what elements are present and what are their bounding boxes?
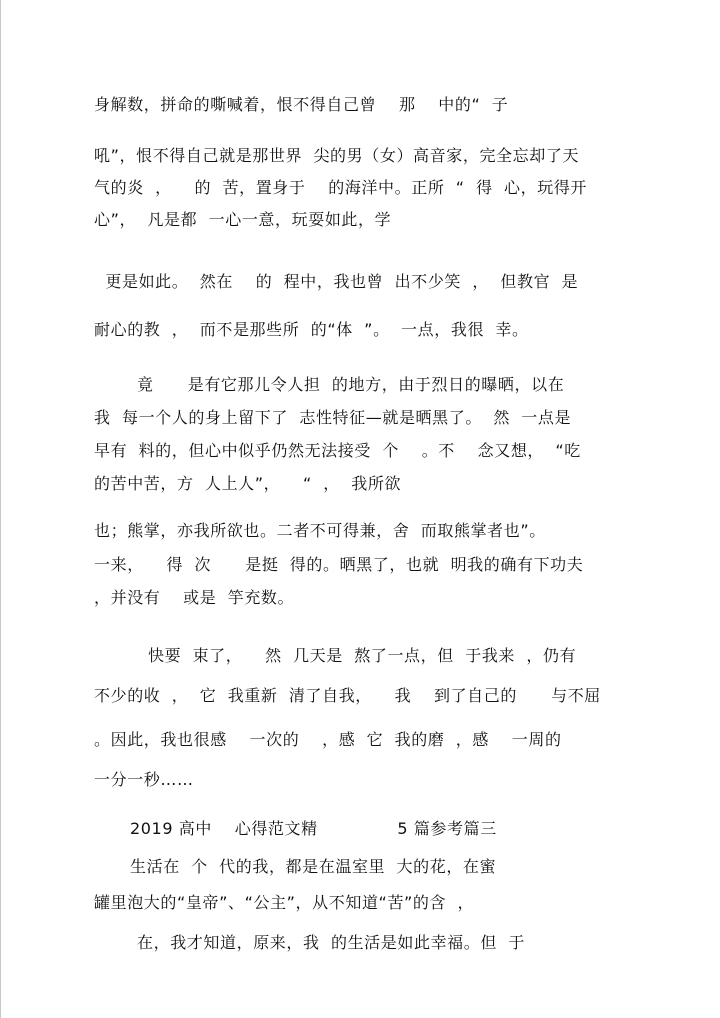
- text-line: 在，我才知道，原来，我 的生活是如此幸福。但 于: [137, 933, 525, 952]
- text-line: 我 每一个人的身上留下了 志性特征—就是晒黑了。 然 一点是: [94, 408, 572, 427]
- text-line: 更是如此。 然在 的 程中，我也曾 出不少笑 ， 但教官 是: [94, 272, 579, 291]
- text-line: 不少的收 ， 它 我重新 清了自我， 我 到了自己的 与不屈: [94, 686, 601, 705]
- text-line: 气的炎 ， 的 苦，置身于 的海洋中。正所 “ 得 心，玩得开: [94, 178, 588, 197]
- text-line: 罐里泡大的“皇帝”、“公主”，从不知道“苦”的含 ，: [94, 893, 475, 912]
- text-line: 身解数，拼命的嘶喊着，恨不得自己曾 那 中的“ 子: [94, 95, 509, 114]
- text-line: 吼”，恨不得自己就是那世界 尖的男（女）高音家，完全忘却了天: [94, 146, 580, 165]
- text-line: 生活在 个 代的我，都是在温室里 大的花，在蜜: [130, 857, 497, 876]
- text-line: 快要 束了， 然 几天是 熬了一点，但 于我来 ，仍有: [148, 646, 577, 665]
- text-line: 一分一秒……: [94, 770, 194, 789]
- text-line: 早有 料的，但心中似乎仍然无法接受 个 。不 念又想， “吃: [94, 441, 581, 460]
- text-line: 耐心的教 ， 而不是那些所 的“体 ”。 一点，我很 幸。: [94, 320, 529, 339]
- text-line: 的苦中苦，方 人上人”， “ ， 我所欲: [94, 474, 402, 493]
- section-heading: 2019 高中 心得范文精 5 篇参考篇三: [130, 819, 497, 838]
- text-line: 竟 是有它那儿令人担 的地方，由于烈日的曝晒，以在: [137, 375, 565, 394]
- text-line: 心”， 凡是都 一心一意，玩耍如此，学: [94, 210, 392, 229]
- text-line: 一来， 得 次 是挺 得的。晒黑了，也就 明我的确有下功夫: [94, 555, 584, 574]
- page-left-border: [0, 0, 1, 1018]
- text-line: 。因此，我也很感 一次的 ，感 它 我的磨 ，感 一周的: [94, 730, 562, 749]
- text-line: 也；熊掌，亦我所欲也。二者不可得兼，舍 而取熊掌者也”。: [94, 521, 546, 540]
- text-line: ，并没有 或是 竽充数。: [94, 588, 295, 607]
